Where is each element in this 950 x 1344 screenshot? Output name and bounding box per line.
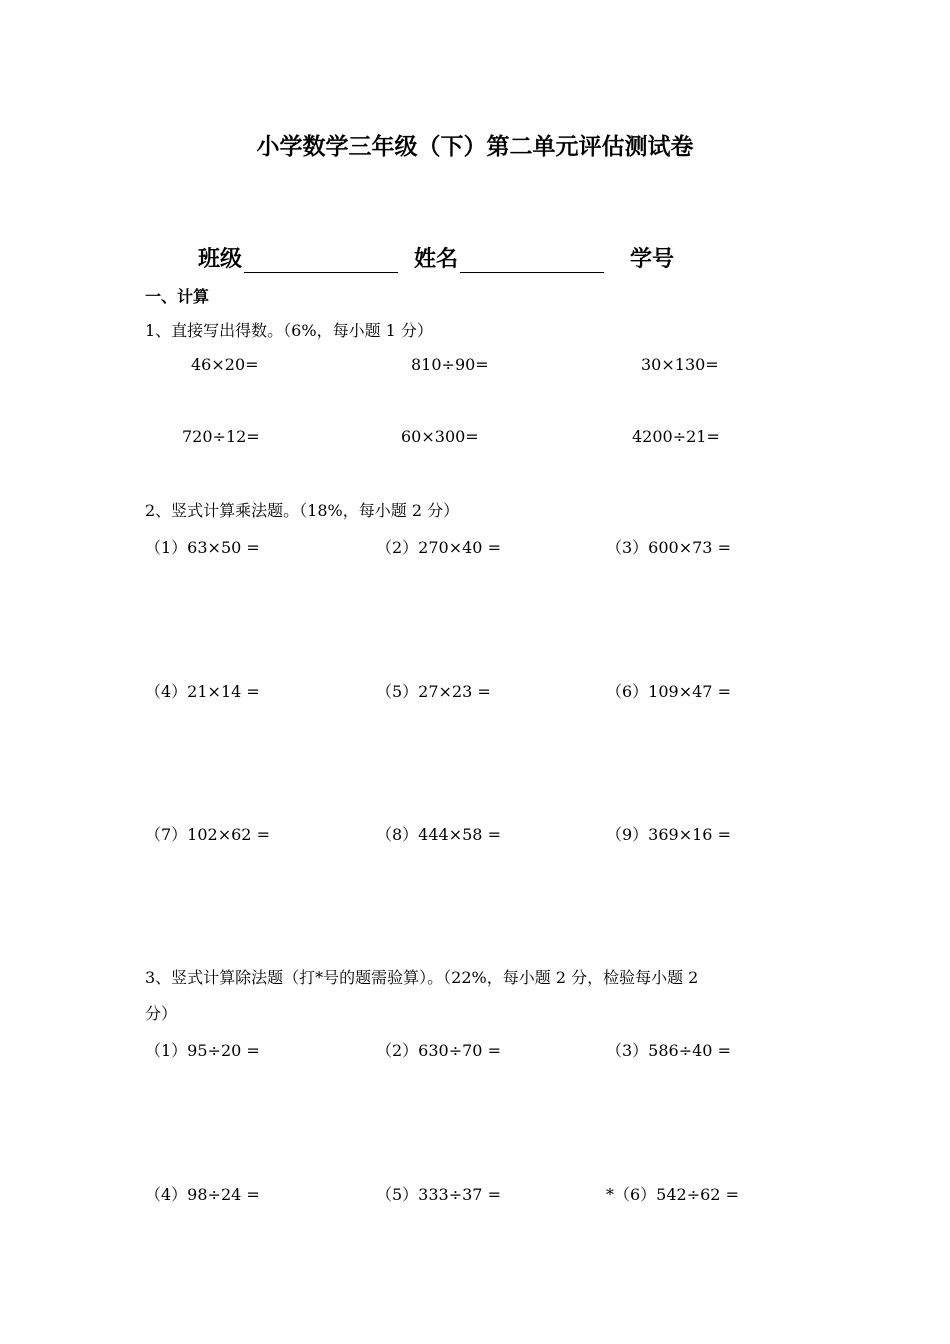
q2-item: （2）270×40 = bbox=[376, 538, 501, 557]
q3-item: *（6）542÷62 = bbox=[606, 1185, 739, 1204]
q2-item: （8）444×58 = bbox=[376, 825, 501, 844]
q3-item: （1）95÷20 = bbox=[145, 1041, 260, 1060]
name-field bbox=[414, 242, 604, 273]
q2-item: （3）600×73 = bbox=[606, 538, 731, 557]
q1-text: 1、直接写出得数。（6%，每小题 1 分） bbox=[145, 321, 433, 340]
q3-item: （2）630÷70 = bbox=[376, 1041, 501, 1060]
q2-item: （5）27×23 = bbox=[376, 682, 491, 701]
q2-item: （9）369×16 = bbox=[606, 825, 731, 844]
q3-text-line2: 分） bbox=[145, 1004, 178, 1023]
q3-text-line1: 3、竖式计算除法题（打*号的题需验算）。（22%，每小题 2 分，检验每小题 2 bbox=[145, 968, 699, 987]
q1-item: 60×300= bbox=[401, 427, 479, 446]
q1-item: 30×130= bbox=[641, 355, 719, 374]
q3-item: （4）98÷24 = bbox=[145, 1185, 260, 1204]
class-label: 班级 bbox=[198, 247, 243, 272]
name-blank[interactable] bbox=[460, 250, 604, 273]
q1-item: 4200÷21= bbox=[632, 427, 720, 446]
class-blank[interactable] bbox=[244, 250, 398, 273]
q2-text: 2、竖式计算乘法题。（18%，每小题 2 分） bbox=[145, 501, 460, 520]
id-label: 学号 bbox=[630, 247, 675, 272]
page-title: 小学数学三年级（下）第二单元评估测试卷 bbox=[256, 134, 694, 160]
q3-item: （3）586÷40 = bbox=[606, 1041, 731, 1060]
name-label: 姓名 bbox=[414, 247, 459, 272]
class-field bbox=[198, 242, 398, 273]
q2-item: （1）63×50 = bbox=[145, 538, 260, 557]
q1-item: 720÷12= bbox=[182, 427, 260, 446]
q3-item: （5）333÷37 = bbox=[376, 1185, 501, 1204]
q2-item: （7）102×62 = bbox=[145, 825, 270, 844]
q2-item: （6）109×47 = bbox=[606, 682, 731, 701]
q2-item: （4）21×14 = bbox=[145, 682, 260, 701]
q1-item: 46×20= bbox=[191, 355, 259, 374]
q1-item: 810÷90= bbox=[411, 355, 489, 374]
id-field bbox=[630, 242, 674, 273]
section1-heading: 一、计算 bbox=[145, 287, 210, 306]
